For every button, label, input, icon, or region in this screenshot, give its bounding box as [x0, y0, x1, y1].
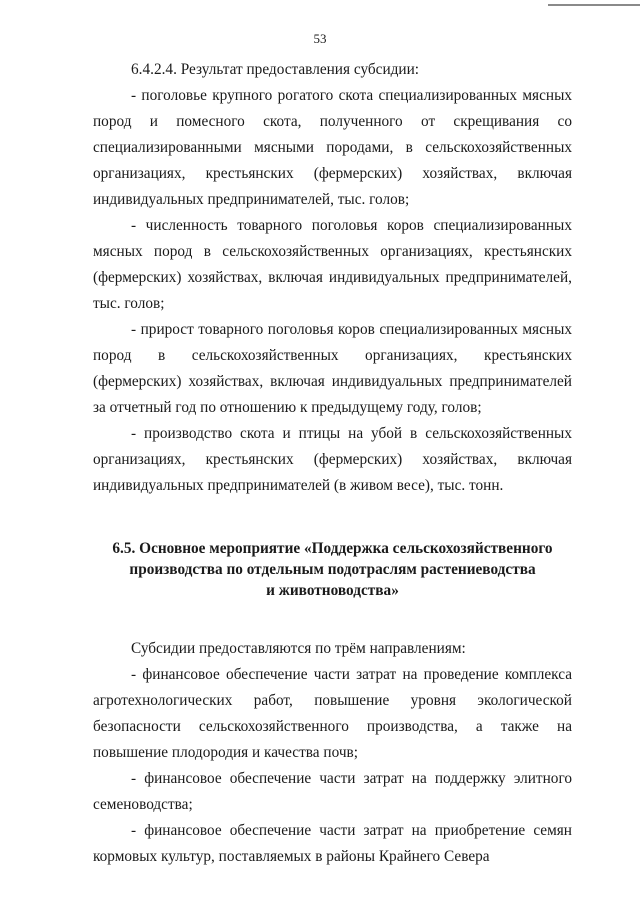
- page-number: 53: [313, 31, 327, 46]
- heading-line-3: и животноводства»: [266, 582, 399, 599]
- section-heading: [93, 538, 572, 601]
- document-body: [93, 57, 572, 870]
- subsidy-intro: Субсидии предоставляются по трём направлениям:: [131, 640, 466, 657]
- heading-line-2: производства по отдельным подотраслям растениеводства: [129, 561, 536, 578]
- result-item-2: - численность товарного поголовья коров специализированных мясных пород в сельскохозяйственных организациях, крестьянских (фермерских) хозяйствах, включая индивидуальных предпринимателей, тыс. голов;: [93, 217, 572, 312]
- result-item-4: - производство скота и птицы на убой в сельскохозяйственных организациях, крестьянских (фермерских) хозяйствах, включая индивидуальных предпринимателей (в живом весе), тыс. тонн.: [93, 425, 572, 494]
- subsidy-item-3: - финансовое обеспечение части затрат на приобретение семян кормовых культур, поставляемых в районы Крайнего Севера: [93, 822, 572, 865]
- result-item-1: - поголовье крупного рогатого скота специализированных мясных пород и помесного скота, полученного от скрещивания со специализированными мясными породами, в сельскохозяйственных организациях, крестьянских (фермерских) хозяйствах, включая индивидуальных предпринимателей, тыс. голов;: [93, 87, 572, 208]
- subsidy-item-2: - финансовое обеспечение части затрат на поддержку элитного семеноводства;: [93, 770, 572, 813]
- subsidy-item-1: - финансовое обеспечение части затрат на проведение комплекса агротехнологических работ, повышение уровня экологической безопасности сельскохозяйственного производства, а также на повышение плодородия и качества почв;: [93, 666, 572, 761]
- top-edge-line: [548, 4, 640, 6]
- result-title: 6.4.2.4. Результат предоставления субсидии:: [131, 61, 420, 78]
- heading-line-1: 6.5. Основное мероприятие «Поддержка сельскохозяйственного: [112, 540, 553, 557]
- result-item-3: - прирост товарного поголовья коров специализированных мясных пород в сельскохозяйственных организациях, крестьянских (фермерских) хозяйствах, включая индивидуальных предпринимателей за отчетный год по отношению к предыдущему году, голов;: [93, 321, 572, 416]
